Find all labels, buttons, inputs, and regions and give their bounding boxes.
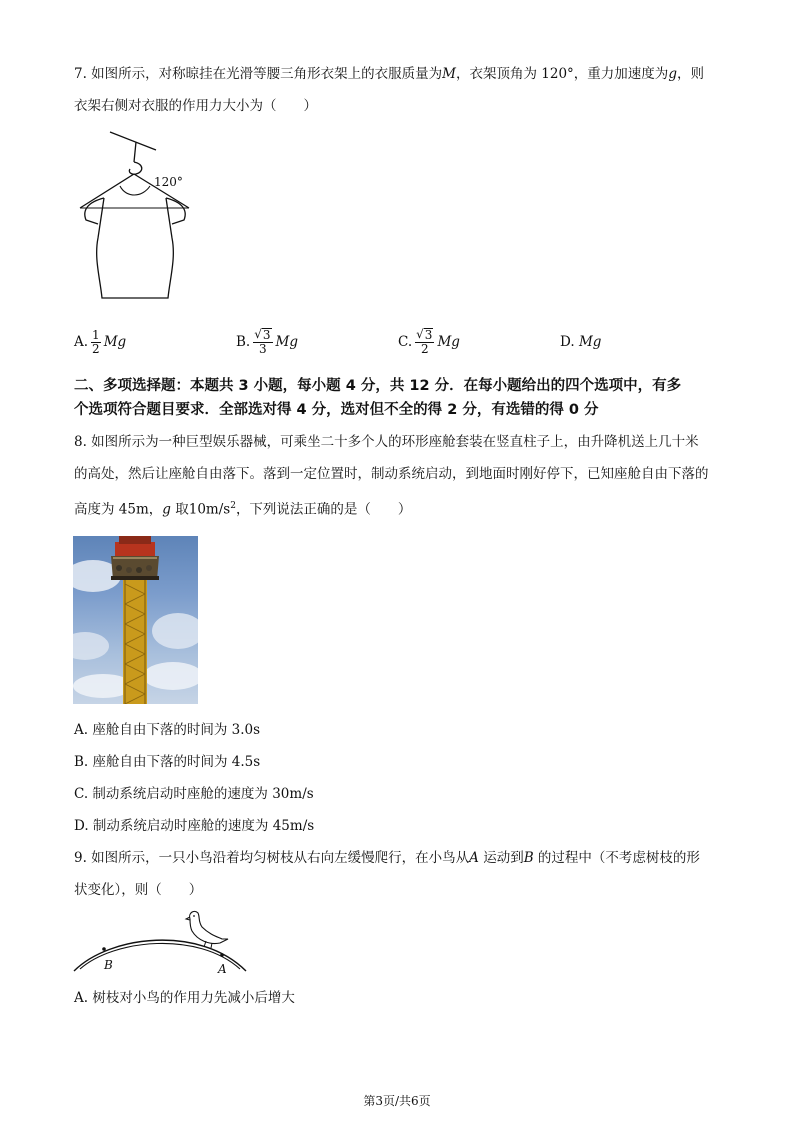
q7-line-1: 7. 如图所示，对称晾挂在光滑等腰三角形衣架上的衣服质量为M，衣架顶角为 120°，重力加速度为g，则 [74, 66, 704, 82]
angle-label: 120° [154, 175, 183, 189]
q7-option-a[interactable]: A. $\frac{1}{2}$ Mg [74, 327, 127, 356]
section2-heading-line-2: 个选项符合题目要求．全部选对得 4 分，选对但不全的得 2 分，有选错的得 0 分 [74, 402, 599, 418]
q7-line-2: 衣架右侧对衣服的作用力大小为（ ） [74, 98, 317, 114]
drop-tower-photo [73, 536, 198, 704]
point-b-marker [102, 947, 106, 951]
q9-line-1: 9. 如图所示，一只小鸟沿着均匀树枝从右向左缓慢爬行，在小鸟从A 运动到B 的过程中（不考虑树枝的形 [74, 850, 700, 866]
q8-option-a[interactable]: A. 座舱自由下落的时间为 3.0s [74, 722, 261, 738]
fraction-half: $\frac{1}{2}$ [92, 327, 100, 356]
fraction-sqrt3-over-2: √ 3 2 [416, 327, 433, 356]
q8-option-b[interactable]: B. 座舱自由下落的时间为 4.5s [74, 754, 261, 770]
q7-option-d[interactable]: D. Mg [560, 334, 602, 350]
section2-heading-line-1: 二、多项选择题：本题共 3 小题，每小题 4 分，共 12 分．在每小题给出的四个选项中，有多 [74, 378, 682, 394]
branch-bird-figure [70, 905, 250, 980]
label-b: B [104, 958, 113, 972]
q8-line-3: 高度为 45m，g 取$10m/s^2$，下列说法正确的是（ ） [74, 501, 412, 518]
page-number: 第3页/共6页 [363, 1094, 431, 1108]
point-a-marker [220, 953, 224, 957]
q8-option-d[interactable]: D. 制动系统启动时座舱的速度为 45m/s [74, 818, 315, 834]
label-a: A [218, 962, 227, 976]
q8-line-2: 的高处，然后让座舱自由落下。落到一定位置时，制动系统启动，到地面时刚好停下，已知座舱自由下落的 [74, 466, 709, 482]
q9-option-a[interactable]: A. 树枝对小鸟的作用力先减小后增大 [74, 990, 295, 1006]
q8-option-c[interactable]: C. 制动系统启动时座舱的速度为 30m/s [74, 786, 314, 802]
q7-option-b[interactable]: B. √ 3 3 Mg [236, 327, 298, 356]
fraction-sqrt3-over-3: √ 3 3 [254, 327, 271, 356]
q7-option-c[interactable]: C. √ 3 2 Mg [398, 327, 460, 356]
hanger-figure [74, 128, 224, 303]
q9-line-2: 状变化），则（ ） [74, 882, 203, 898]
q8-line-1: 8. 如图所示为一种巨型娱乐器械，可乘坐二十多个人的环形座舱套装在竖直柱子上，由升降机送上几十米 [74, 434, 699, 450]
